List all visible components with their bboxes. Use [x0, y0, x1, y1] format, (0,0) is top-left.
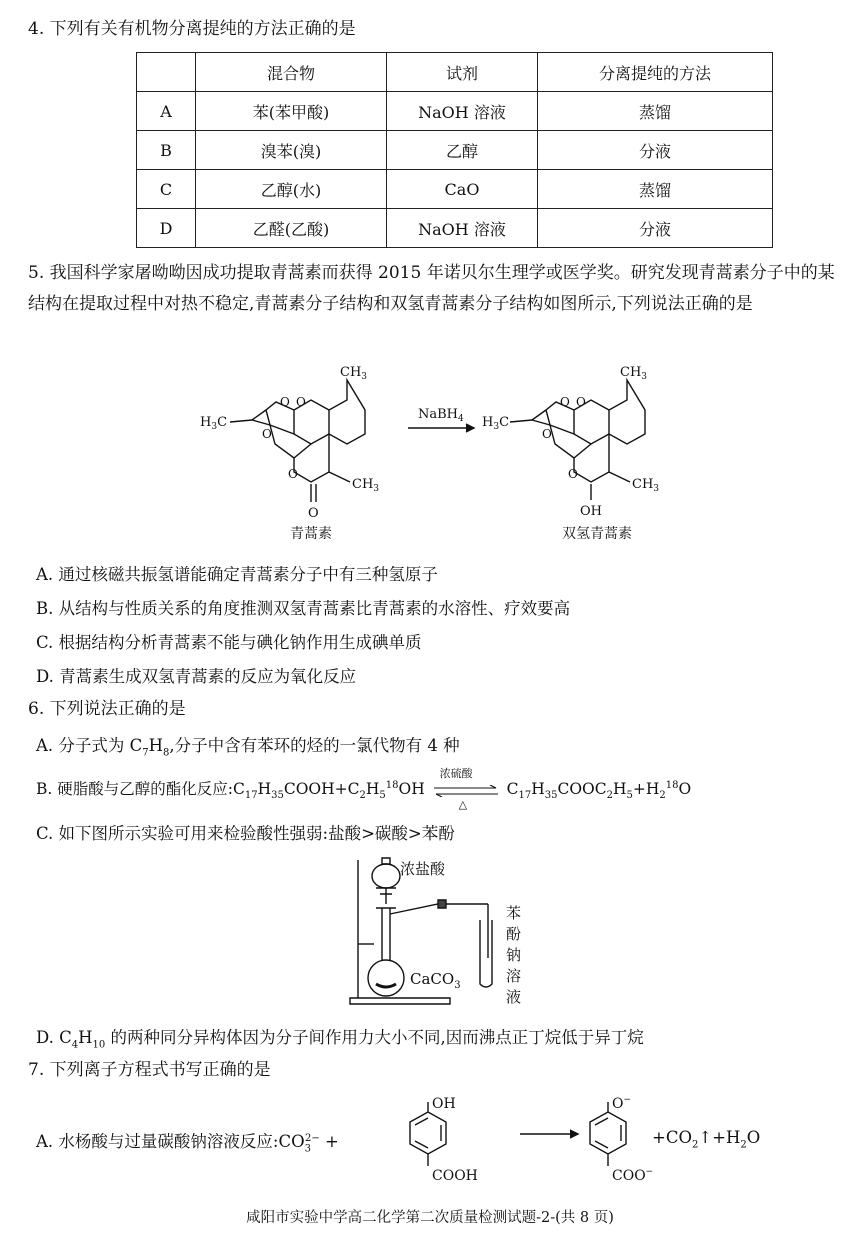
methyl-label: $CH_3$ — [620, 365, 648, 382]
table-cell: B — [137, 131, 196, 170]
q5-option-c: C. 根据结构分析青蒿素不能与碘化钠作用生成碘单质 — [36, 633, 422, 652]
table-cell: NaOH 溶液 — [387, 209, 538, 248]
artemisinin-reaction-diagram — [200, 360, 700, 550]
table-row — [137, 170, 773, 209]
table-cell: CaO — [387, 170, 538, 209]
table-cell: 蒸馏 — [538, 170, 773, 209]
table-row — [137, 131, 773, 170]
reagent-label: NaBH$_4$ — [418, 407, 464, 424]
table-cell: 分液 — [538, 209, 773, 248]
methyl-label: $CH_3$ — [340, 365, 368, 382]
q4-table — [136, 52, 773, 248]
table-cell: 乙醇(水) — [196, 170, 387, 209]
carboxylate-label: COO− — [612, 1167, 654, 1184]
q4-stem: 4. 下列有关有机物分离提纯的方法正确的是 — [28, 19, 356, 39]
solution-label-char: 苯 — [506, 904, 522, 922]
q6-option-d: D. $C_4H_{10}$ 的两种同分异构体因为分子间作用力大小不同,因而沸点正丁烷低于异丁烷 — [36, 1028, 644, 1051]
table-cell: D — [137, 209, 196, 248]
table-cell: 溴苯(溴) — [196, 131, 387, 170]
table-header-row — [137, 53, 773, 92]
phenoxide-label: O− — [612, 1095, 632, 1112]
q5-option-b: B. 从结构与性质关系的角度推测双氢青蒿素比青蒿素的水溶性、疗效要高 — [36, 599, 571, 618]
table-cell: 蒸馏 — [538, 92, 773, 131]
q6-option-c: C. 如下图所示实验可用来检验酸性强弱:盐酸>碳酸>苯酚 — [36, 824, 455, 843]
h3c-label: $H_3C$ — [200, 415, 228, 432]
q6-option-b: B. 硬脂酸与乙醇的酯化反应$:C_{17}H_{35}COOH+C_2H_5^{18}OH$ 浓硫酸 △ $C_{17}H_{35}COOC_2H_5+H_2^{18}O$ — [36, 767, 692, 811]
hydroxyl-label: OH — [432, 1096, 456, 1112]
solution-label-char: 酚 — [506, 925, 522, 943]
table-cell: 苯(苯甲酸) — [196, 92, 387, 131]
o-atom: O — [288, 467, 298, 481]
solution-label-char: 钠 — [506, 946, 522, 964]
q7-stem: 7. 下列离子方程式书写正确的是 — [28, 1060, 271, 1080]
o-atom: O — [568, 467, 578, 481]
o-atom: O — [308, 506, 319, 521]
table-cell: 乙醛(乙酸) — [196, 209, 387, 248]
table-row — [137, 92, 773, 131]
left-molecule-label: 青蒿素 — [290, 526, 332, 542]
o-atom: O — [576, 395, 586, 409]
table-header-cell: 试剂 — [387, 53, 538, 92]
methyl-label: $CH_3$ — [632, 477, 660, 494]
o-atom: O — [560, 395, 570, 409]
q5-option-d: D. 青蒿素生成双氢青蒿素的反应为氧化反应 — [36, 667, 357, 686]
table-cell: 乙醇 — [387, 131, 538, 170]
carboxyl-label: COOH — [432, 1168, 478, 1184]
acid-strength-apparatus — [330, 848, 550, 1010]
q7-products: $+CO_2↑+H_2O$ — [652, 1128, 761, 1151]
q6-stem: 6. 下列说法正确的是 — [28, 699, 186, 719]
h3c-label: $H_3C$ — [482, 415, 510, 432]
table-header-cell: 混合物 — [196, 53, 387, 92]
solution-label-char: 溶 — [506, 967, 522, 985]
table-cell: A — [137, 92, 196, 131]
right-molecule-label: 双氢青蒿素 — [562, 526, 632, 542]
o-atom: O — [280, 395, 290, 409]
table-row — [137, 209, 773, 248]
q6-option-a: A. 分子式为 $C_7H_8$,分子中含有苯环的烃的一氯代物有 4 种 — [36, 736, 460, 759]
caco3-label: CaCO$_3$ — [410, 970, 461, 991]
q7-option-a-text: A. 水杨酸与过量碳酸钠溶液反应$:CO_3^{2-}$ + — [36, 1132, 339, 1155]
page-footer: 咸阳市实验中学高二化学第二次质量检测试题-2-(共 8 页) — [246, 1210, 614, 1226]
table-header-cell — [137, 53, 196, 92]
hydroxyl-label: OH — [580, 504, 602, 519]
reversible-arrow: 浓硫酸 △ — [432, 780, 500, 800]
q5-stem: 5. 我国科学家屠呦呦因成功提取青蒿素而获得 2015 年诺贝尔生理学或医学奖。研究发现青蒿素分子中的某结构在提取过程中对热不稳定,青蒿素分子结构和双氢青蒿素分子结构如图所示,下列说法正确的是 — [28, 263, 835, 314]
concentrated-hcl-label: 浓盐酸 — [400, 860, 446, 878]
table-header-cell: 分离提纯的方法 — [538, 53, 773, 92]
o-atom: O — [262, 427, 272, 441]
methyl-label: $CH_3$ — [352, 477, 380, 494]
o-atom: O — [296, 395, 306, 409]
table-cell: NaOH 溶液 — [387, 92, 538, 131]
o-atom: O — [542, 427, 552, 441]
q5-option-a: A. 通过核磁共振氢谱能确定青蒿素分子中有三种氢原子 — [36, 565, 438, 584]
table-cell: 分液 — [538, 131, 773, 170]
table-cell: C — [137, 170, 196, 209]
solution-label-char: 液 — [506, 988, 522, 1006]
